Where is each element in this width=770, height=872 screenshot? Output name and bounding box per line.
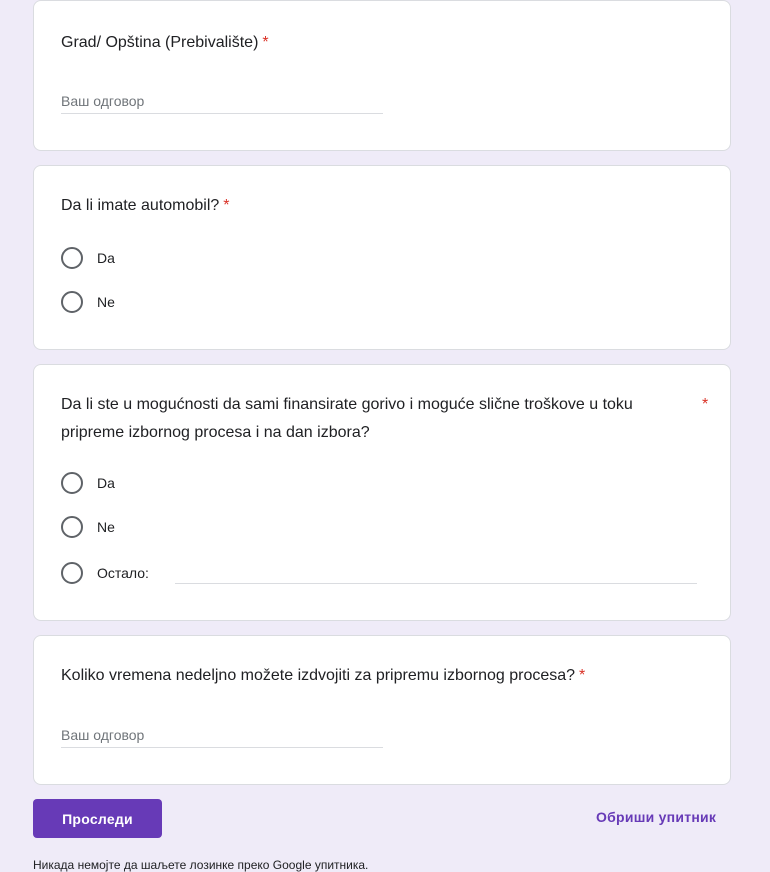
radio-option-da[interactable] <box>61 471 115 495</box>
required-asterisk: * <box>702 396 709 413</box>
question-title <box>61 662 585 690</box>
submit-button[interactable]: Проследи <box>33 799 162 838</box>
question-title <box>61 192 230 220</box>
radio-circle-icon[interactable] <box>61 247 83 269</box>
radio-circle-icon[interactable] <box>61 562 83 584</box>
password-warning-note: Никада немојте да шаљете лозинке преко Google упитника. <box>33 858 369 872</box>
radio-option-label: Ne <box>97 519 115 535</box>
question-title-line1: Da li ste u mogućnosti da sami finansirate gorivo i moguće slične troškove u toku <box>61 396 633 413</box>
required-asterisk: * <box>262 34 269 51</box>
required-asterisk: * <box>223 197 230 214</box>
time-answer-input[interactable] <box>61 723 383 748</box>
radio-option-label: Остало: <box>97 565 149 581</box>
question-title <box>61 29 269 57</box>
question-title-text: Grad/ Opština (Prebivalište) <box>61 34 259 51</box>
other-text-input[interactable] <box>175 583 697 584</box>
radio-option-ne[interactable] <box>61 515 115 539</box>
radio-circle-icon[interactable] <box>61 472 83 494</box>
question-title-text: Da li imate automobil? <box>61 197 220 214</box>
radio-option-ne[interactable] <box>61 290 115 314</box>
question-card-car <box>33 165 731 350</box>
question-title <box>61 391 711 447</box>
radio-option-other[interactable] <box>61 561 149 585</box>
radio-option-da[interactable] <box>61 246 115 270</box>
question-card-fuel <box>33 364 731 621</box>
radio-option-label: Ne <box>97 294 115 310</box>
question-title-text: Koliko vremena nedeljno možete izdvojiti za pripremu izbornog procesa? <box>61 667 576 684</box>
radio-option-label: Da <box>97 250 115 266</box>
radio-circle-icon[interactable] <box>61 291 83 313</box>
question-card-city <box>33 0 731 151</box>
radio-circle-icon[interactable] <box>61 516 83 538</box>
city-answer-input[interactable] <box>61 89 383 114</box>
radio-option-label: Da <box>97 475 115 491</box>
question-title-line2: pripreme izbornog procesa i na dan izbora? <box>61 424 370 441</box>
required-asterisk: * <box>579 667 586 684</box>
clear-form-button[interactable]: Обриши упитник <box>596 809 717 825</box>
question-card-time <box>33 635 731 785</box>
